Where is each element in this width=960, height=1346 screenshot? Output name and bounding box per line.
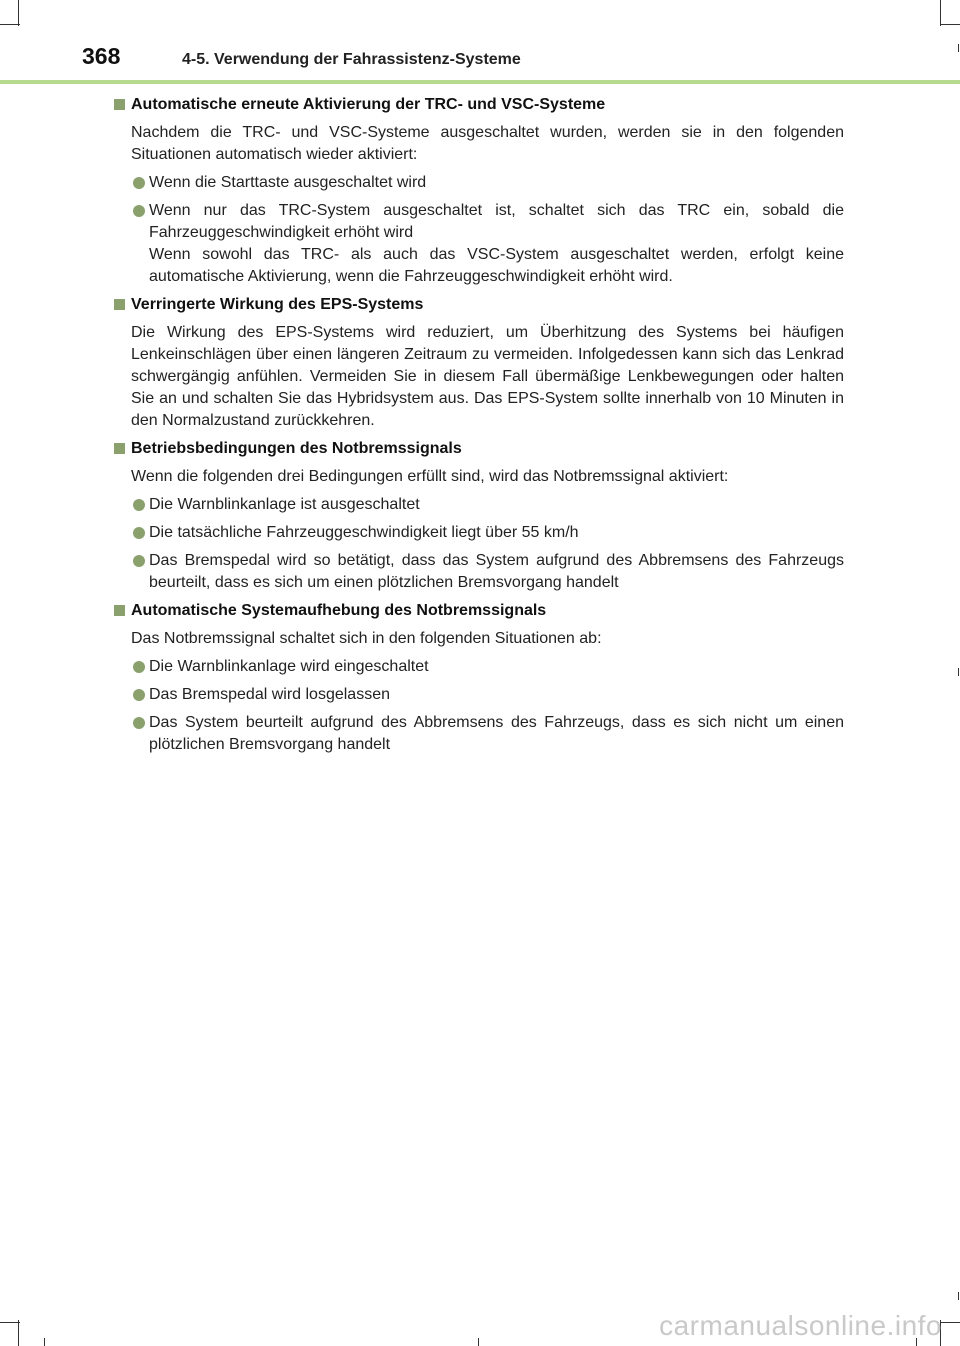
- chapter-title: 4-5. Verwendung der Fahrassistenz-Systeme: [182, 51, 521, 68]
- section-title: [112, 94, 844, 116]
- square-bullet-icon: [114, 605, 125, 616]
- section-intro: Die Wirkung des EPS-Systems wird reduziert, um Überhitzung des Systems bei häufigen Lenkeinschlägen über einen längeren Zeitraum zu vermeiden. Infolgedessen kann sich das Lenkrad schwergängig anfühlen. Vermeiden Sie in diesem Fall übermäßige Lenkbewegungen oder halten Sie an und schalten Sie das Hybridsystem aus. Das EPS-System sollte innerhalb von 10 Minuten in den Normalzustand zurückkehren.: [131, 324, 844, 429]
- round-bullet-icon: [133, 499, 145, 511]
- crop-mark: [958, 1292, 959, 1300]
- section-title-text: Automatische erneute Aktivierung der TRC- und VSC-Systeme: [131, 96, 606, 113]
- section-title-text: Verringerte Wirkung des EPS-Systems: [131, 296, 424, 313]
- section-title: [112, 294, 844, 316]
- list-item-text: Wenn nur das TRC-System ausgeschaltet ist, schaltet sich das TRC ein, sobald die Fahrzeuggeschwindigkeit erhöht wird: [149, 202, 844, 241]
- list-item: [112, 522, 844, 544]
- section-title: [112, 438, 844, 460]
- section-emergency-brake-cancel: [112, 600, 844, 756]
- section-trc-vsc-reactivation: [112, 94, 844, 288]
- round-bullet-icon: [133, 717, 145, 729]
- section-emergency-brake-conditions: [112, 438, 844, 594]
- list-item: [112, 656, 844, 678]
- crop-mark: [958, 668, 959, 676]
- list-item-text: Das System beurteilt aufgrund des Abbremsens des Fahrzeugs, dass es sich nicht um einen plötzlichen Bremsvorgang handelt: [149, 714, 844, 753]
- crop-mark: [940, 24, 960, 25]
- round-bullet-icon: [133, 205, 145, 217]
- page-header: [0, 40, 960, 80]
- crop-mark: [44, 1338, 45, 1346]
- round-bullet-icon: [133, 661, 145, 673]
- watermark: carmanualsonline.info: [659, 1310, 942, 1341]
- section-title-text: Automatische Systemaufhebung des Notbremssignals: [131, 602, 547, 619]
- section-intro: Nachdem die TRC- und VSC-Systeme ausgeschaltet wurden, werden sie in den folgenden Situationen automatisch wieder aktiviert:: [131, 124, 844, 163]
- round-bullet-icon: [133, 555, 145, 567]
- list-item-text: Wenn die Starttaste ausgeschaltet wird: [149, 174, 427, 191]
- list-item: [112, 550, 844, 594]
- square-bullet-icon: [114, 299, 125, 310]
- list-item: [112, 200, 844, 288]
- square-bullet-icon: [114, 443, 125, 454]
- list-item-text: Die tatsächliche Fahrzeuggeschwindigkeit liegt über 55 km/h: [149, 524, 579, 541]
- crop-mark: [940, 0, 941, 26]
- list-item-text: Das Bremspedal wird so betätigt, dass das System aufgrund des Abbremsens des Fahrzeugs beurteilt, dass es sich um einen plötzlichen Bremsvorgang handelt: [149, 552, 844, 591]
- crop-mark: [0, 24, 20, 25]
- list-item: [112, 684, 844, 706]
- section-intro: Das Notbremssignal schaltet sich in den folgenden Situationen ab:: [131, 630, 602, 647]
- round-bullet-icon: [133, 527, 145, 539]
- round-bullet-icon: [133, 177, 145, 189]
- section-intro: Wenn die folgenden drei Bedingungen erfüllt sind, wird das Notbremssignal aktiviert:: [131, 468, 729, 485]
- round-bullet-icon: [133, 689, 145, 701]
- section-title: [112, 600, 844, 622]
- section-eps-reduced: [112, 294, 844, 432]
- header-divider: [0, 80, 960, 84]
- square-bullet-icon: [114, 99, 125, 110]
- list-item: [112, 494, 844, 516]
- page-number: 368: [82, 43, 121, 69]
- crop-mark: [0, 1322, 20, 1323]
- section-title-text: Betriebsbedingungen des Notbremssignals: [131, 440, 462, 457]
- crop-mark: [478, 1338, 479, 1346]
- page-content: [112, 94, 844, 762]
- list-item-text: Die Warnblinkanlage ist ausgeschaltet: [149, 496, 420, 513]
- list-item: [112, 712, 844, 756]
- crop-mark: [18, 1320, 19, 1346]
- list-item-note: Wenn sowohl das TRC- als auch das VSC-System ausgeschaltet werden, erfolgt keine automatische Aktivierung, wenn die Fahrzeuggeschwindigkeit erhöht wird.: [149, 246, 844, 285]
- crop-mark: [940, 1322, 960, 1323]
- crop-mark: [18, 0, 19, 26]
- list-item-text: Das Bremspedal wird losgelassen: [149, 686, 390, 703]
- list-item: [112, 172, 844, 194]
- list-item-text: Die Warnblinkanlage wird eingeschaltet: [149, 658, 429, 675]
